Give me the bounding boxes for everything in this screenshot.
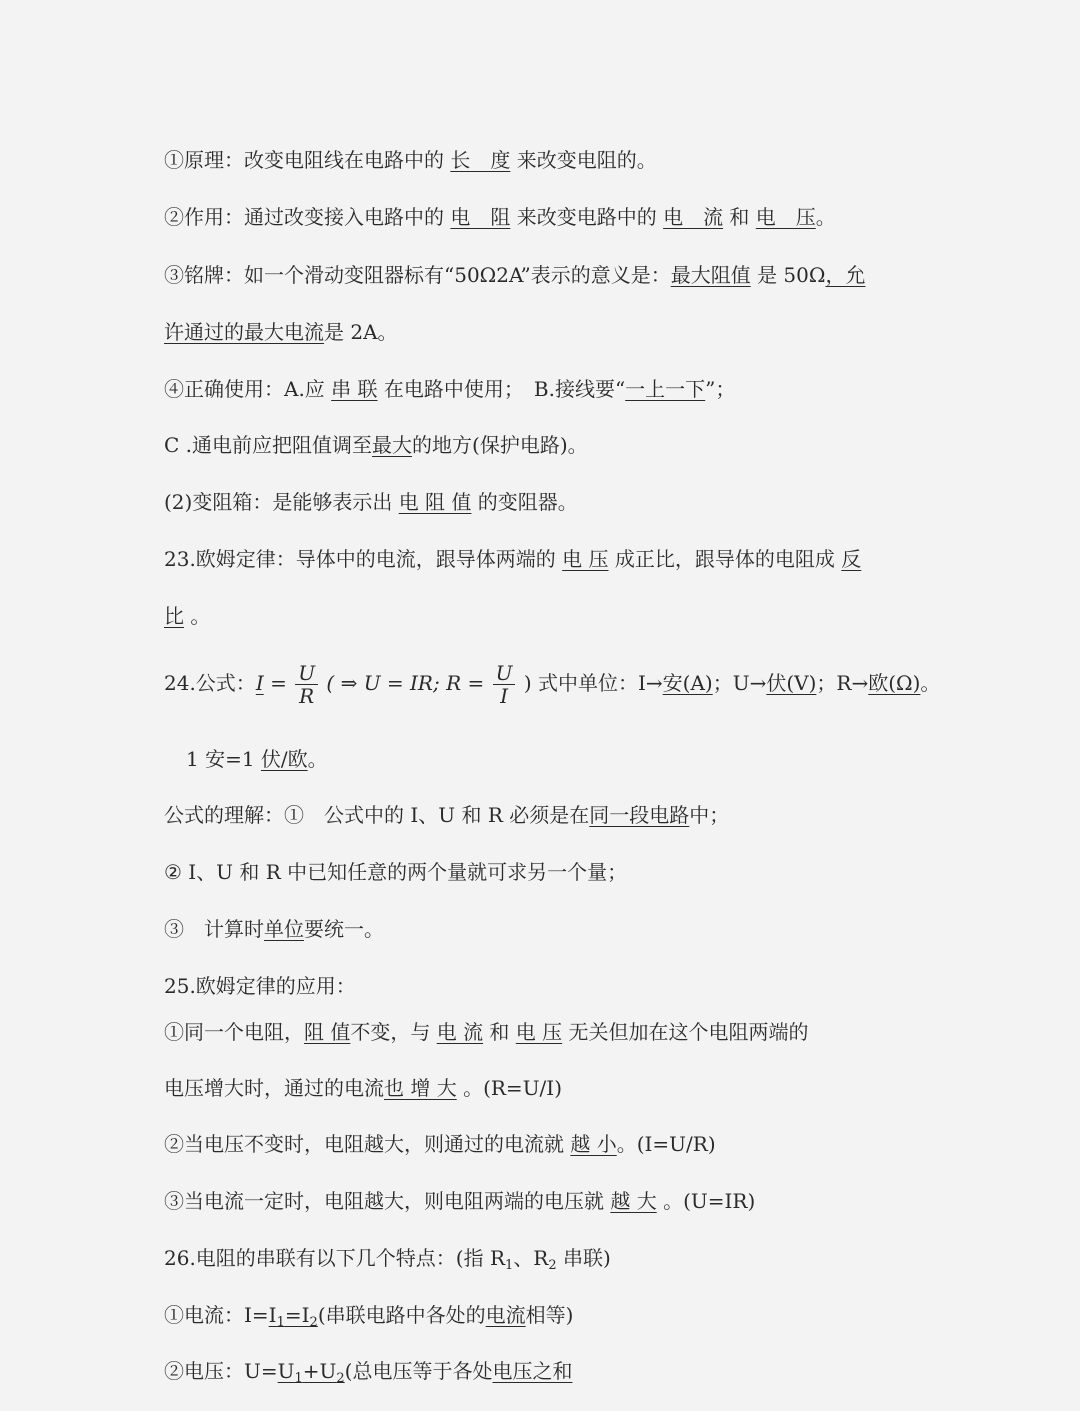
line-ohms-law: 23.欧姆定律：导体中的电流，跟导体两端的 电 压 成正比，跟导体的电阻成 反 bbox=[164, 547, 862, 571]
blank-answer: ，允 bbox=[825, 263, 866, 287]
line-correct-use: ④正确使用：A.应 串 联 在电路中使用； B.接线要“一上一下”； bbox=[164, 377, 736, 401]
line-nameplate-cont: 许通过的最大电流是 2A。 bbox=[164, 320, 398, 344]
formula-i1-i2: $I_1=I_2$ bbox=[268, 1303, 318, 1330]
blank-answer: 比 bbox=[164, 604, 184, 628]
formula-u1-u2: $U_1+U_2$ bbox=[277, 1359, 345, 1386]
line-function: ②作用：通过改变接入电路中的 电 阻 来改变电路中的 电 流 和 电 压。 bbox=[164, 205, 836, 229]
fraction-u-over-i: $\frac{U}{I}$ bbox=[493, 662, 516, 707]
blank-answer: 单位 bbox=[264, 917, 304, 941]
line-voltage-constant: ②当电压不变时，电阻越大，则通过的电流就 越 小。(I=U/R) bbox=[164, 1132, 716, 1156]
line-formula: 24.公式：I = $\frac{U}{R}$ ( ⇒ U = IR; R = $\frac{U}{I}$ ) 式中单位：I→安(A)；U→伏(V)；R→欧(Ω)。 bbox=[164, 661, 941, 708]
line-formula-understanding: 公式的理解：① 公式中的 I、U 和 R 必须是在同一段电路中； bbox=[164, 803, 730, 827]
blank-answer: 电 压 bbox=[755, 205, 816, 229]
line-nameplate: ③铭牌：如一个滑动变阻器标有“50Ω2A”表示的意义是：最大阻值 是 50Ω，允 bbox=[164, 263, 866, 287]
formula-i: I bbox=[255, 671, 264, 695]
blank-answer: 电 流 bbox=[663, 205, 724, 229]
line-same-resistor: ①同一个电阻，阻 值不变，与 电 流 和 电 压 无关但加在这个电阻两端的 bbox=[164, 1020, 809, 1044]
blank-answer: 阻 值 bbox=[304, 1020, 351, 1044]
line-ohms-application: 25.欧姆定律的应用： bbox=[164, 974, 356, 998]
blank-answer: 电流 bbox=[485, 1303, 526, 1327]
unit-ampere: 安(A) bbox=[662, 671, 713, 695]
line-known-two: ② I、U 和 R 中已知任意的两个量就可求另一个量； bbox=[164, 860, 628, 884]
line-current-constant: ③当电流一定时，电阻越大，则电阻两端的电压就 越 大 。(U=IR) bbox=[164, 1189, 756, 1213]
blank-answer: 电 压 bbox=[515, 1020, 563, 1044]
blank-answer: 反 bbox=[841, 547, 862, 571]
line-resistance-box: (2)变阻箱：是能够表示出 电 阻 值 的变阻器。 bbox=[164, 490, 578, 514]
line-units-unified: ③ 计算时单位要统一。 bbox=[164, 917, 384, 941]
blank-answer: 电 阻 值 bbox=[398, 490, 472, 514]
blank-answer: 一上一下 bbox=[625, 377, 706, 401]
line-before-power: C .通电前应把阻值调至最大的地方(保护电路)。 bbox=[164, 433, 588, 457]
line-ohms-law-cont: 比 。 bbox=[164, 604, 211, 628]
line-principle: ①原理：改变电阻线在电路中的 长 度 来改变电阻的。 bbox=[164, 148, 657, 172]
line-same-resistor-cont: 电压增大时，通过的电流也 增 大 。(R=U/I) bbox=[164, 1076, 562, 1100]
fraction-u-over-r: $\frac{U}{R}$ bbox=[295, 662, 318, 707]
line-series-voltage: ②电压：$U=U_1+U_2$(总电压等于各处电压之和 bbox=[164, 1359, 573, 1386]
blank-answer: 长 度 bbox=[450, 148, 511, 172]
blank-answer: 伏/欧 bbox=[260, 747, 308, 771]
unit-volt: 伏(V) bbox=[766, 671, 817, 695]
blank-answer: 电 流 bbox=[436, 1020, 484, 1044]
blank-answer: 最大阻值 bbox=[670, 263, 751, 287]
unit-ohm: 欧(Ω) bbox=[868, 671, 921, 695]
blank-answer: 电压之和 bbox=[492, 1359, 573, 1383]
blank-answer: 同一段电路 bbox=[589, 803, 690, 827]
blank-answer: 最大 bbox=[372, 433, 413, 457]
blank-answer: 也 增 大 bbox=[384, 1076, 457, 1100]
blank-answer: 串 联 bbox=[331, 377, 378, 401]
blank-answer: 电 阻 bbox=[450, 205, 511, 229]
blank-answer: 电 压 bbox=[562, 547, 609, 571]
blank-answer: 越 大 bbox=[610, 1189, 657, 1213]
line-series-features: 26.电阻的串联有以下几个特点：(指 $R_1$、$R_2$ 串联) bbox=[164, 1246, 611, 1273]
line-unit-relation: 1 安=1 伏/欧。 bbox=[186, 747, 328, 771]
blank-answer: 越 小 bbox=[570, 1132, 617, 1156]
line-series-current: ①电流：$I=I_1=I_2$(串联电路中各处的电流相等) bbox=[164, 1303, 574, 1330]
blank-answer: 许通过的最大电流 bbox=[164, 320, 324, 344]
